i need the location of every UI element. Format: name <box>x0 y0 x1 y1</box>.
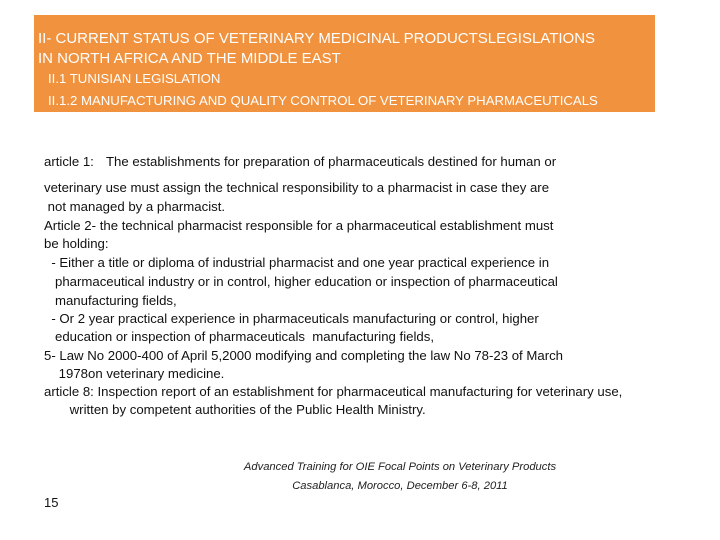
body-line: - Either a title or diploma of industrial pharmacist and one year practical experience in <box>44 255 550 270</box>
footer-line1: Advanced Training for OIE Focal Points on Veterinary Products <box>243 461 557 473</box>
body-line: be holding: <box>44 236 109 251</box>
body-line: veterinary use must assign the technical responsibility to a pharmacist in case they are <box>44 180 550 195</box>
body-line: 5- Law No 2000-400 of April 5,2000 modifying and completing the law No 78-23 of March <box>44 348 564 363</box>
body-line: written by competent authorities of the Public Health Ministry. <box>44 402 426 417</box>
article-1-line <box>44 154 556 169</box>
body-line: not managed by a pharmacist. <box>44 199 226 214</box>
body-line: pharmaceutical industry or in control, higher education or inspection of pharmaceutical <box>44 274 558 289</box>
page-number: 15 <box>44 495 59 510</box>
header-title-line2: IN NORTH AFRICA AND THE MIDDLE EAST <box>38 50 341 67</box>
header-title-line1: II- CURRENT STATUS OF VETERINARY MEDICINAL PRODUCTSLEGISLATIONS <box>38 30 596 47</box>
footer-line2: Casablanca, Morocco, December 6-8, 2011 <box>292 480 508 492</box>
article-1-label: article 1: <box>44 154 94 169</box>
body-line: - Or 2 year practical experience in pharmaceuticals manufacturing or control, higher <box>44 311 539 326</box>
body-line: Article 2- the technical pharmacist responsible for a pharmaceutical establishment must <box>44 218 554 233</box>
article-1-text: The establishments for preparation of pharmaceuticals destined for human or <box>106 154 557 169</box>
body-line: 1978on veterinary medicine. <box>44 366 225 381</box>
header-subtitle-2: II.1.2 MANUFACTURING AND QUALITY CONTROL OF VETERINARY PHARMACEUTICALS <box>48 93 598 108</box>
body-line: education or inspection of pharmaceuticals manufacturing fields, <box>44 329 434 344</box>
body-line: article 8: Inspection report of an establishment for pharmaceutical manufacturing for veterinary use, <box>44 384 623 399</box>
header-subtitle-1: II.1 TUNISIAN LEGISLATION <box>48 71 221 86</box>
body-line: manufacturing fields, <box>44 293 177 308</box>
header-banner <box>34 15 655 112</box>
